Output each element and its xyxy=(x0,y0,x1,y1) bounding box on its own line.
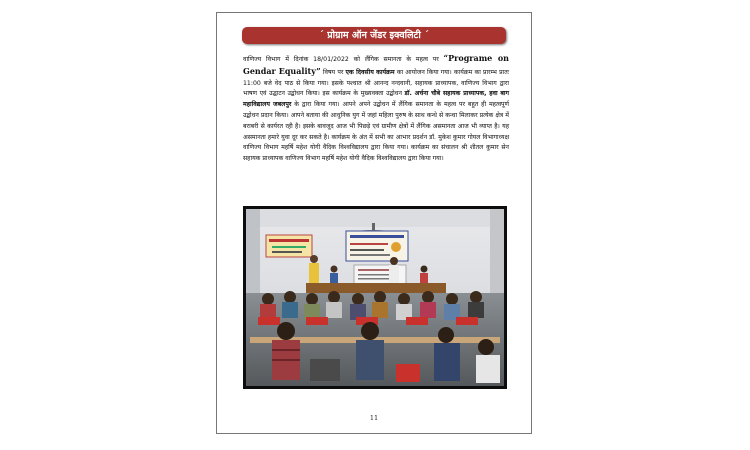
right-wall-banner xyxy=(346,231,408,261)
paragraph-text-4: के द्वारा किया गया। आपने अपने उद्बोधन में लैंगिक समानता के महत्व पर बहुत ही महत्वपूर्ण उद्बोधन प्रदान किया। आपने बताया की आधुनिक युग में जहां महिला पुरुष के साथ कन्धे से कन्धा मिलाकर प्रत्येक क्षेत्र में बराबरी से कार्यरत रही है। इसके बावजूद आज भी पिछड़े एवं ग्रामीण क्षेत्रों में लैंगिक असमानता आज भी व्याप्त है। यह असमानता हमारे युवा दूर कर सकते है। कार्यक्रम के अंत में सभी का आभार प्रदर्शन डॉ. मुकेश कुमार गोयल विभागाध्यक्ष वाणिज्य विभाग महर्षि महेश योगी वैदिक विश्वविद्यालय द्वारा किया गया। कार्यक्रम का संचालन श्री शीतल कुमार सेन सहायक प्राध्यापक वाणिज्य विभाग महर्षि महेश योगी वैदिक विश्वविद्यालय द्वारा किया गया। xyxy=(243,101,510,163)
paragraph-text-1: वाणिज्य विभाग में दिनांक 18/01/2022 को लैंगिक समानता के महत्व पर xyxy=(243,56,444,63)
document-page xyxy=(216,12,532,434)
left-wall-banner xyxy=(266,235,312,257)
program-title-english: “Programe on Gendar Equality” xyxy=(243,53,510,76)
speaker-name-bold: डॉ. अर्चना चौबे सहायक प्राध्यापक, हवा बाग महाविद्यालय जबलपुर xyxy=(243,90,509,109)
page-title-banner xyxy=(242,27,506,44)
paragraph-text-3: का आयोजन किया गया। कार्यक्रम का प्रारम्भ प्रातः 11:00 बजे वेद पाठ से किया गया। इसके पश्चात श्री आनन्द नन्दवानी, सहायक प्राध्यापक, वाणिज्य विभाग द्वारा भाषण एवं उद्घाटन उद्बोधन किया। इस कार्यक्रम के मुख्यवक्ता उद्बोधन xyxy=(243,68,509,98)
page-number: 11 xyxy=(369,414,379,422)
page-title: ´ प्रोग्राम ऑन जेंडर इक्वलिटी ´ xyxy=(319,30,429,41)
event-photo xyxy=(243,206,507,389)
event-report-paragraph xyxy=(243,53,509,165)
paragraph-text-2: विषय पर xyxy=(320,68,346,76)
classroom-photo-illustration xyxy=(246,209,504,386)
event-type-bold: एक दिवसीय कार्यक्रम xyxy=(345,68,395,76)
